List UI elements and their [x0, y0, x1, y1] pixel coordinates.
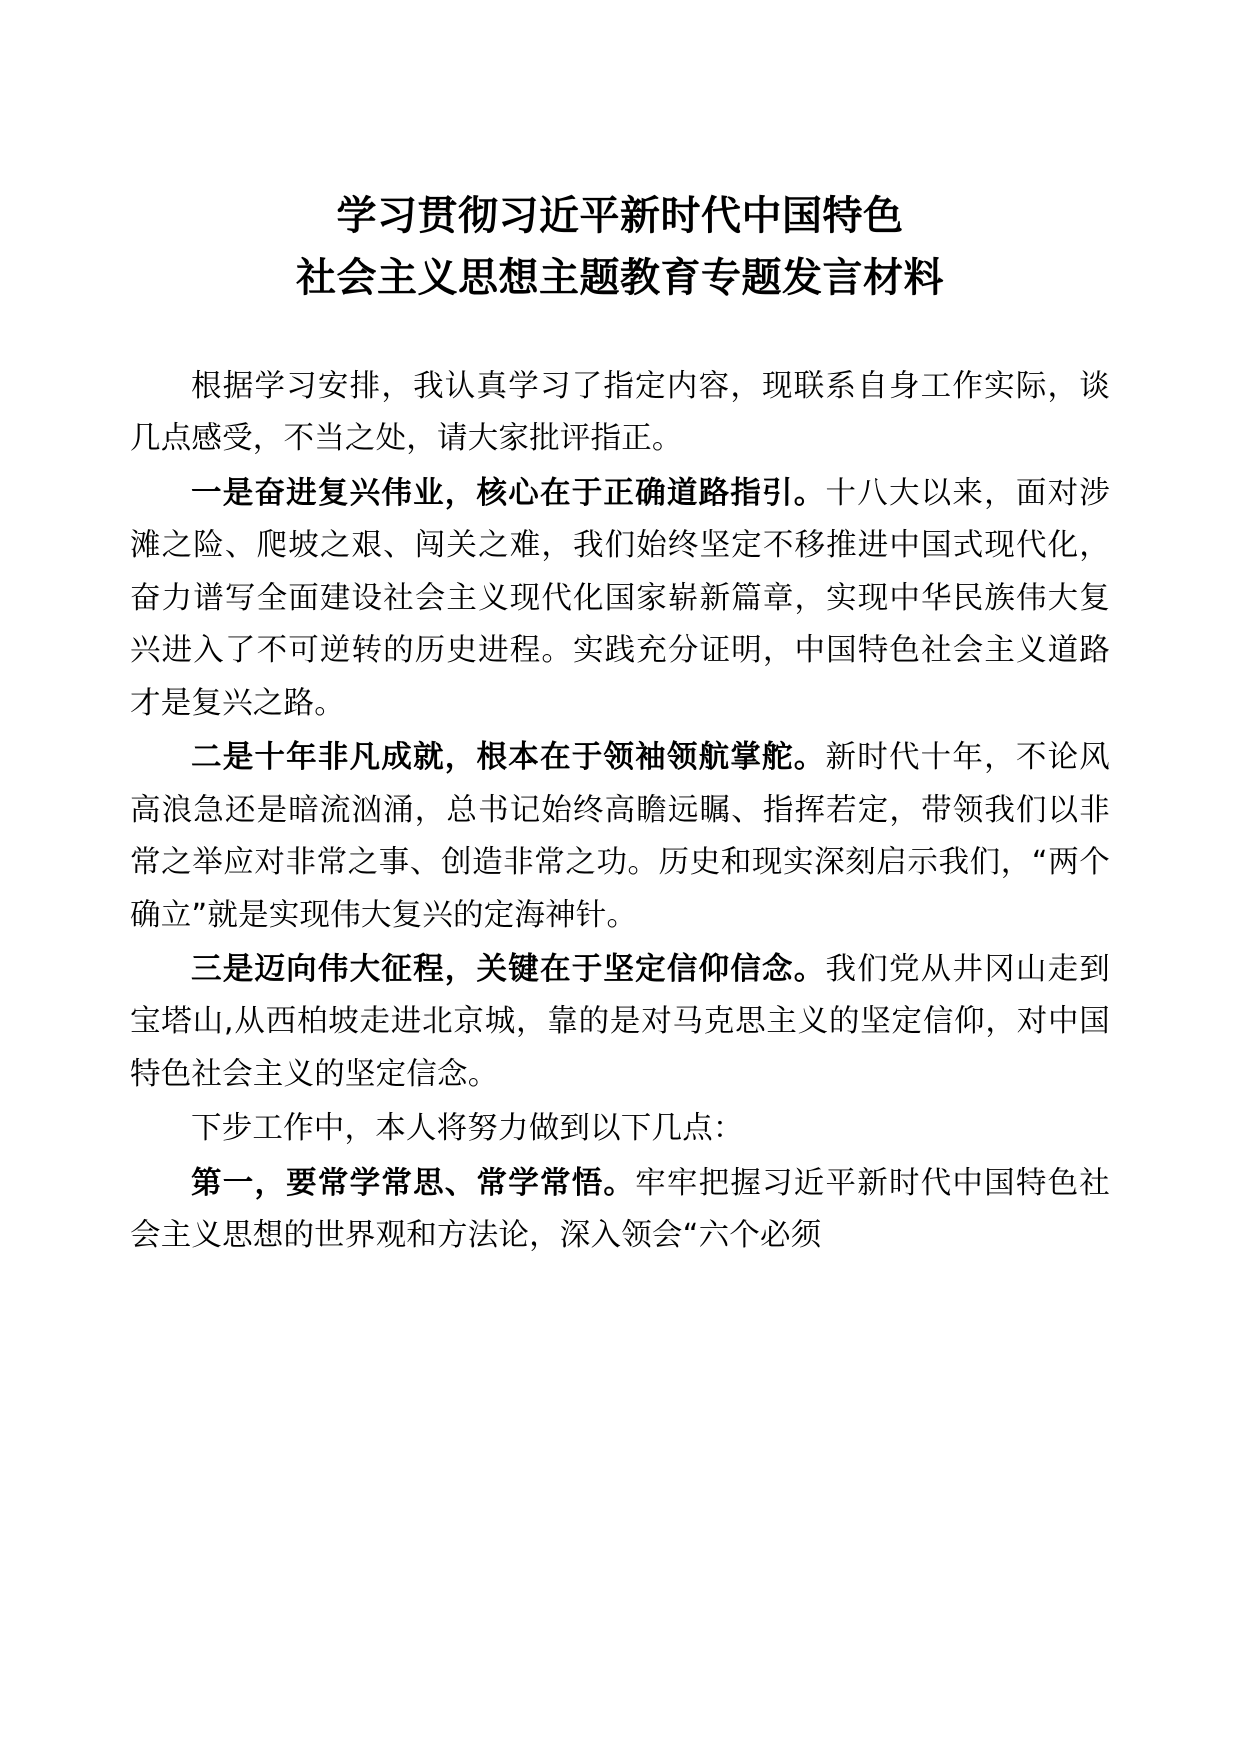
paragraph-text: 下步工作中，本人将努力做到以下几点： — [191, 1111, 744, 1147]
paragraph-text: 我们党从井冈山走到宝塔山,从西柏坡走进北京城，靠的是对马克思主义的坚定信仰，对中国特色社会主义的坚定信念。 — [130, 951, 1110, 1092]
paragraph-point-three — [130, 944, 1110, 1101]
paragraph-point-one — [130, 468, 1110, 730]
paragraph-text: 根据学习安排，我认真学习了指定内容，现联系自身工作实际，谈几点感受，不当之处，请大家批评指正。 — [130, 369, 1110, 457]
paragraph-text: 新时代十年，不论风高浪急还是暗流汹涌，总书记始终高瞻远瞩、指挥若定，带领我们以非常之举应对非常之事、创造非常之功。历史和现实深刻启示我们，“两个确立”就是实现伟大复兴的定海神针。 — [130, 740, 1110, 933]
paragraph-lead: 一是奋进复兴伟业，核心在于正确道路指引。 — [191, 475, 826, 511]
page-title — [130, 185, 1110, 309]
paragraph-lead: 第一，要常学常思、常学常悟。 — [191, 1165, 636, 1201]
title-line-2: 社会主义思想主题教育专题发言材料 — [296, 255, 944, 301]
title-line-1: 学习贯彻习近平新时代中国特色 — [336, 193, 904, 239]
paragraph-intro — [130, 361, 1110, 466]
paragraph-lead: 三是迈向伟大征程，关键在于坚定信仰信念。 — [191, 951, 826, 987]
paragraph-measure-one — [130, 1158, 1110, 1263]
document-body — [130, 361, 1110, 1263]
paragraph-text: 十八大以来，面对涉滩之险、爬坡之艰、闯关之难，我们始终坚定不移推进中国式现代化，奋力谱写全面建设社会主义现代化国家崭新篇章，实现中华民族伟大复兴进入了不可逆转的历史进程。实践充分证明，中国特色社会主义道路才是复兴之路。 — [130, 475, 1110, 721]
paragraph-text: 牢牢把握习近平新时代中国特色社会主义思想的世界观和方法论，深入领会“六个必须 — [130, 1165, 1110, 1254]
paragraph-lead: 二是十年非凡成就，根本在于领袖领航掌舵。 — [191, 740, 826, 776]
paragraph-next-steps — [130, 1103, 1110, 1155]
paragraph-point-two — [130, 732, 1110, 942]
